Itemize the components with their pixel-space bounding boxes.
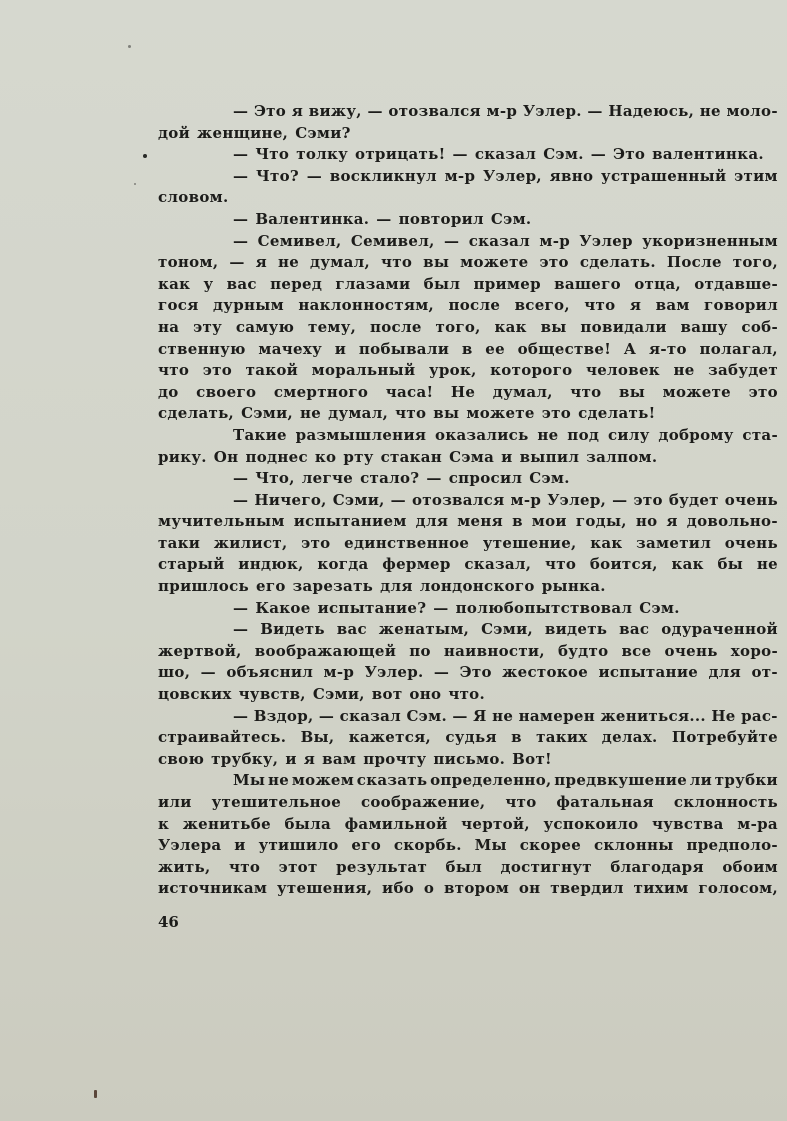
text-line: — Вздор, — сказал Сэм. — Я не намерен жениться... Не рас- bbox=[233, 706, 778, 725]
text-line: — Ничего, Сэми, — отозвался м-р Уэлер, — это будет очень bbox=[233, 490, 778, 509]
text-line: источникам утешения, ибо о втором он твердил тихим голосом, bbox=[158, 879, 778, 898]
text-line: мучительным испытанием для меня в мои годы, но я довольно- bbox=[158, 512, 778, 531]
text-line: старый индюк, когда фермер сказал, что боится, как бы не bbox=[158, 555, 778, 574]
text-line: таки жилист, это единственное утешение, как заметил очень bbox=[158, 533, 778, 552]
text-line: — Семивел, Семивел, — сказал м-р Уэлер укоризненным bbox=[233, 231, 778, 250]
text-line: — Видеть вас женатым, Сэми, видеть вас одураченной bbox=[233, 620, 778, 639]
text-line: к женитьбе была фамильной чертой, успокоило чувства м-ра bbox=[158, 814, 778, 833]
text-line: — Что, легче стало? — спросил Сэм. bbox=[233, 469, 570, 488]
body-text bbox=[158, 101, 778, 900]
text-line: шо, — объяснил м-р Уэлер. — Это жестокое испытание для от- bbox=[158, 663, 778, 682]
text-line: ственную мачеху и побывали в ее обществе! А я-то полагал, bbox=[158, 339, 778, 358]
page-number: 46 bbox=[158, 913, 179, 931]
text-line: жертвой, воображающей по наивности, будто все очень хоро- bbox=[158, 641, 778, 660]
text-line: жить, что этот результат был достигнут благодаря обоим bbox=[158, 857, 778, 876]
scan-speck bbox=[143, 154, 147, 158]
text-line: — Что толку отрицать! — сказал Сэм. — Это валентинка. bbox=[233, 145, 764, 164]
text-line: свою трубку, и я вам прочту письмо. Вот! bbox=[158, 749, 552, 768]
text-line: Такие размышления оказались не под силу доброму ста- bbox=[233, 425, 778, 444]
text-line: на эту самую тему, после того, как вы повидали вашу соб- bbox=[158, 317, 778, 336]
text-line: пришлось его зарезать для лондонского рынка. bbox=[158, 577, 606, 596]
scan-speck bbox=[134, 183, 136, 185]
text-line: или утешительное соображение, что фатальная склонность bbox=[158, 793, 778, 811]
text-line: что это такой моральный урок, которого человек не забудет bbox=[158, 361, 778, 380]
text-line: страивайтесь. Вы, кажется, судья в таких делах. Потребуйте bbox=[158, 728, 778, 747]
scan-speck bbox=[128, 45, 131, 48]
text-line: тоном, — я не думал, что вы можете это сделать. После того, bbox=[158, 253, 778, 272]
scan-speck bbox=[94, 1090, 97, 1098]
text-line: рику. Он поднес ко рту стакан Сэма и выпил залпом. bbox=[158, 447, 658, 466]
text-line: дой женщине, Сэми? bbox=[158, 123, 351, 142]
text-line: словом. bbox=[158, 188, 229, 207]
text-line: — Это я вижу, — отозвался м-р Уэлер. — Надеюсь, не моло- bbox=[233, 102, 778, 120]
text-line: Уэлера и утишило его скорбь. Мы скорее склонны предполо- bbox=[158, 836, 778, 855]
text-line: Мы не можем сказать определенно, предвкушение ли трубки bbox=[233, 771, 778, 790]
text-line: сделать, Сэми, не думал, что вы можете это сделать! bbox=[158, 404, 656, 423]
text-line: — Какое испытание? — полюбопытствовал Сэм. bbox=[233, 598, 680, 617]
text-line: — Валентинка. — повторил Сэм. bbox=[233, 209, 532, 228]
text-line: — Что? — воскликнул м-р Уэлер, явно устрашенный этим bbox=[233, 166, 778, 185]
text-line: до своего смертного часа! Не думал, что вы можете это bbox=[158, 382, 778, 401]
text-line: гося дурным наклонностям, после всего, что я вам говорил bbox=[158, 296, 778, 315]
text-line: как у вас перед глазами был пример вашего отца, отдавше- bbox=[158, 274, 778, 293]
text-line: цовских чувств, Сэми, вот оно что. bbox=[158, 685, 486, 704]
